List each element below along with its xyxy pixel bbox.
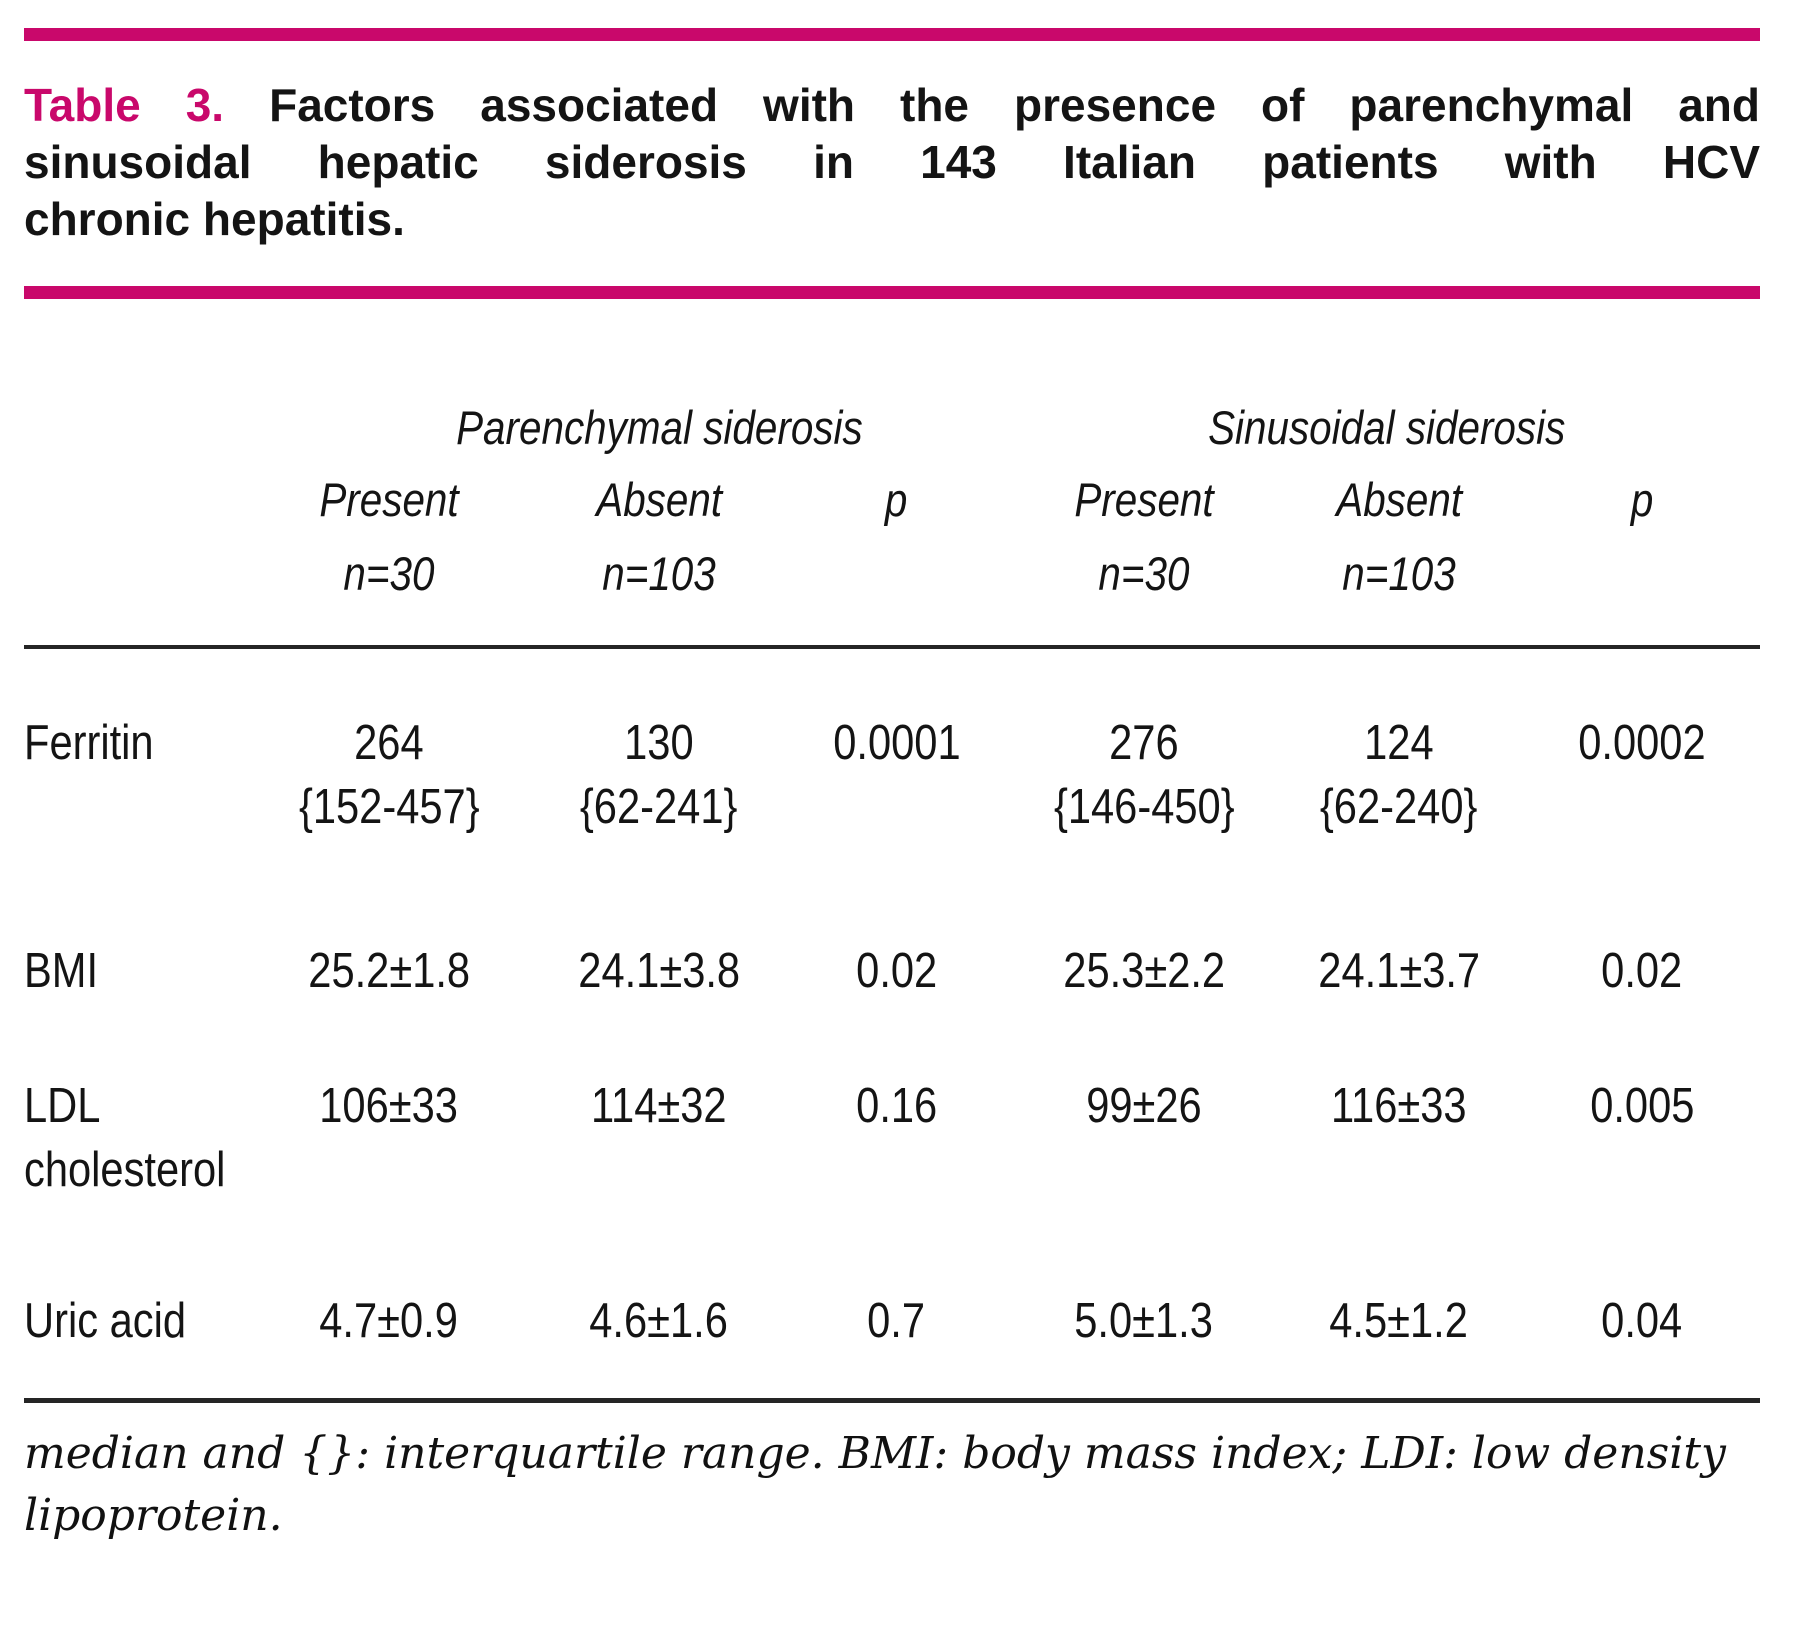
n-present-parenchymal: n=30 — [343, 547, 435, 600]
data-cell: 25.2±1.8 — [308, 944, 470, 998]
table-row-ldl-cholesterol — [24, 1074, 1760, 1202]
data-cell: 124 — [1364, 716, 1434, 770]
p-value: 0.0001 — [832, 716, 961, 770]
data-cell: 25.3±2.2 — [1063, 944, 1225, 998]
p-value: 0.16 — [855, 1079, 938, 1133]
table-row-bmi — [24, 939, 1760, 1003]
group-header-spacer — [24, 399, 239, 457]
table-footnote: median and {}: interquartile range. BMI: body mass index; LDI: low density lipoprotein. — [24, 1428, 1726, 1541]
row-label-uric-acid: Uric acid — [24, 1294, 187, 1348]
data-cell: 116±33 — [1331, 1079, 1467, 1133]
row-label-ldl-line2: cholesterol — [24, 1143, 226, 1197]
column-header-p-sinusoidal: p — [1630, 473, 1654, 526]
iqr-value: {62-240} — [1320, 780, 1478, 834]
data-cell: 24.1±3.8 — [578, 944, 740, 998]
row-label-ferritin: Ferritin — [24, 716, 154, 770]
p-value: 0.02 — [1601, 944, 1683, 998]
iqr-value: {146-450} — [1053, 780, 1235, 834]
table-row-uric-acid — [24, 1289, 1760, 1353]
title-line-3 — [24, 191, 1760, 248]
column-header-row — [24, 471, 1760, 529]
column-header-present-parenchymal: Present — [319, 473, 459, 526]
column-header-absent-sinusoidal: Absent — [1336, 473, 1462, 526]
data-cell: 5.0±1.3 — [1074, 1294, 1214, 1348]
group-header-sinusoidal: Sinusoidal siderosis — [1208, 401, 1566, 454]
data-cell: 24.1±3.7 — [1318, 944, 1480, 998]
row-label-bmi: BMI — [24, 944, 99, 998]
column-header-present-sinusoidal: Present — [1074, 473, 1214, 526]
data-cell: 4.7±0.9 — [319, 1294, 459, 1348]
column-header-p-parenchymal: p — [885, 473, 908, 526]
data-cell: 4.6±1.6 — [589, 1294, 729, 1348]
table-bottom-rule — [24, 1398, 1760, 1403]
n-absent-sinusoidal: n=103 — [1342, 547, 1456, 600]
data-cell: 264 — [354, 716, 424, 770]
sample-size-row — [24, 545, 1760, 603]
p-value: 0.04 — [1601, 1294, 1683, 1348]
data-cell: 99±26 — [1086, 1079, 1202, 1133]
p-value: 0.005 — [1589, 1079, 1695, 1133]
data-cell: 276 — [1109, 716, 1179, 770]
data-cell: 130 — [624, 716, 694, 770]
title-text-2: sinusoidal hepatic siderosis in 143 Italian patients with HCV — [24, 136, 1760, 188]
title-line-1 — [24, 77, 1760, 134]
accent-bar-under-title — [24, 286, 1760, 299]
title-line-2 — [24, 134, 1760, 191]
p-value: 0.0002 — [1578, 716, 1706, 770]
p-value: 0.02 — [855, 944, 938, 998]
group-header-row — [24, 399, 1760, 457]
table-top-rule — [24, 645, 1760, 649]
n-present-sinusoidal: n=30 — [1098, 547, 1190, 600]
data-cell: 114±32 — [591, 1079, 727, 1133]
n-absent-parenchymal: n=103 — [602, 547, 716, 600]
iqr-value: {152-457} — [298, 780, 480, 834]
p-value: 0.7 — [867, 1294, 926, 1348]
table-number-label: Table 3. — [24, 79, 225, 131]
group-header-parenchymal: Parenchymal siderosis — [456, 401, 863, 454]
column-header-absent-parenchymal: Absent — [596, 473, 722, 526]
data-cell: 4.5±1.2 — [1329, 1294, 1469, 1348]
accent-bar-top — [24, 28, 1760, 41]
table-title — [24, 77, 1760, 248]
row-label-ldl: LDL — [24, 1079, 101, 1133]
title-text-3: chronic hepatitis. — [24, 193, 405, 245]
table-row-ferritin — [24, 711, 1760, 839]
iqr-value: {62-241} — [580, 780, 738, 834]
data-cell: 106±33 — [319, 1079, 459, 1133]
title-text-1: Factors associated with the presence of parenchymal and — [269, 79, 1761, 131]
